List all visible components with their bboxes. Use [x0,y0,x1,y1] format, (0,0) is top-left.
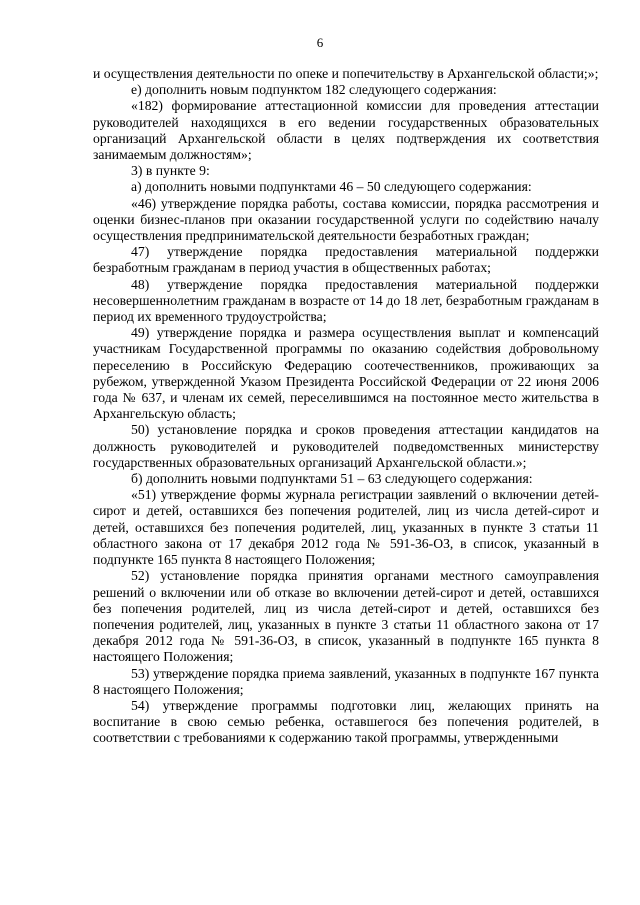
paragraph-item-3: 3) в пункте 9: [131,163,210,179]
paragraph-subitem-54: 54) утверждение программы подготовки лиц, желающих принять на воспитание в свою семью ребенка, оставшегося без попечения родителей, в соответствии с требованиями к содержанию такой программы, утвержденными [93,697,599,746]
paragraph-subitem-51: «51) утверждение формы журнала регистрации заявлений о включении детей-сирот и детей, оставшихся без попечения родителей, лиц из числа детей-сирот и детей, оставшихся без попечения родителей, лиц, указанных в пункте 3 статьи 11 областного закона от 17 декабря 2012 года № 591-36-ОЗ, в список, указанный в подпункте 165 пункта 8 настоящего Положения; [93,487,599,568]
paragraph-continuation: и осуществления деятельности по опеке и попечительству в Архангельской области;»; [93,66,599,81]
document-body [93,66,599,747]
paragraph-subitem-52: 52) установление порядка принятия органами местного самоуправления решений о включении или об отказе во включении детей-сирот и детей, оставшихся без попечения родителей, лиц из числа детей-сирот и детей, оставшихся без попечения родителей, лиц, указанных в пункте 3 статьи 11 областного закона от 17 декабря 2012 года № 591-36-ОЗ, в список, указанный в подпункте 165 пункта 8 настоящего Положения; [93,568,599,665]
paragraph-subitem-46: «46) утверждение порядка работы, состава комиссии, порядка рассмотрения и оценки бизнес-планов при оказании государственной услуги по содействию началу осуществления предпринимательской деятельности безработных граждан; [93,195,599,244]
paragraph-subitem-182: «182) формирование аттестационной комиссии для проведения аттестации руководителей находящихся в его ведении государственных образовательных организаций Архангельской области в целях подтверждения их соответствия занимаемым должностям»; [93,98,599,163]
paragraph-subitem-50: 50) установление порядка и сроков проведения аттестации кандидатов на должность руководителей и руководителей подведомственных министерству государственных образовательных организаций Архангельской области.»; [93,422,599,470]
paragraph-subitem-49: 49) утверждение порядка и размера осуществления выплат и компенсаций участникам Государственной программы по оказанию содействия добровольному переселению в Российскую Федерацию соотечественников, проживающих за рубежом, утвержденной Указом Президента Российской Федерации от 22 июня 2006 года № 637, и членам их семей, переселившимся на постоянное место жительства в Архангельскую область; [93,325,599,422]
paragraph-item-a: а) дополнить новыми подпунктами 46 – 50 следующего содержания: [131,179,532,195]
paragraph-item-e: е) дополнить новым подпунктом 182 следующего содержания: [131,82,497,98]
paragraph-item-b: б) дополнить новыми подпунктами 51 – 63 следующего содержания: [131,471,533,487]
page-number: 6 [316,35,324,50]
paragraph-subitem-53: 53) утверждение порядка приема заявлений, указанных в подпункте 167 пункта 8 настоящего Положения; [93,665,599,697]
paragraph-subitem-47: 47) утверждение порядка предоставления материальной поддержки безработным гражданам в период участия в общественных работах; [93,244,599,276]
paragraph-subitem-48: 48) утверждение порядка предоставления материальной поддержки несовершеннолетним гражданам в возрасте от 14 до 18 лет, безработным гражданам в период их временного трудоустройства; [93,276,599,325]
